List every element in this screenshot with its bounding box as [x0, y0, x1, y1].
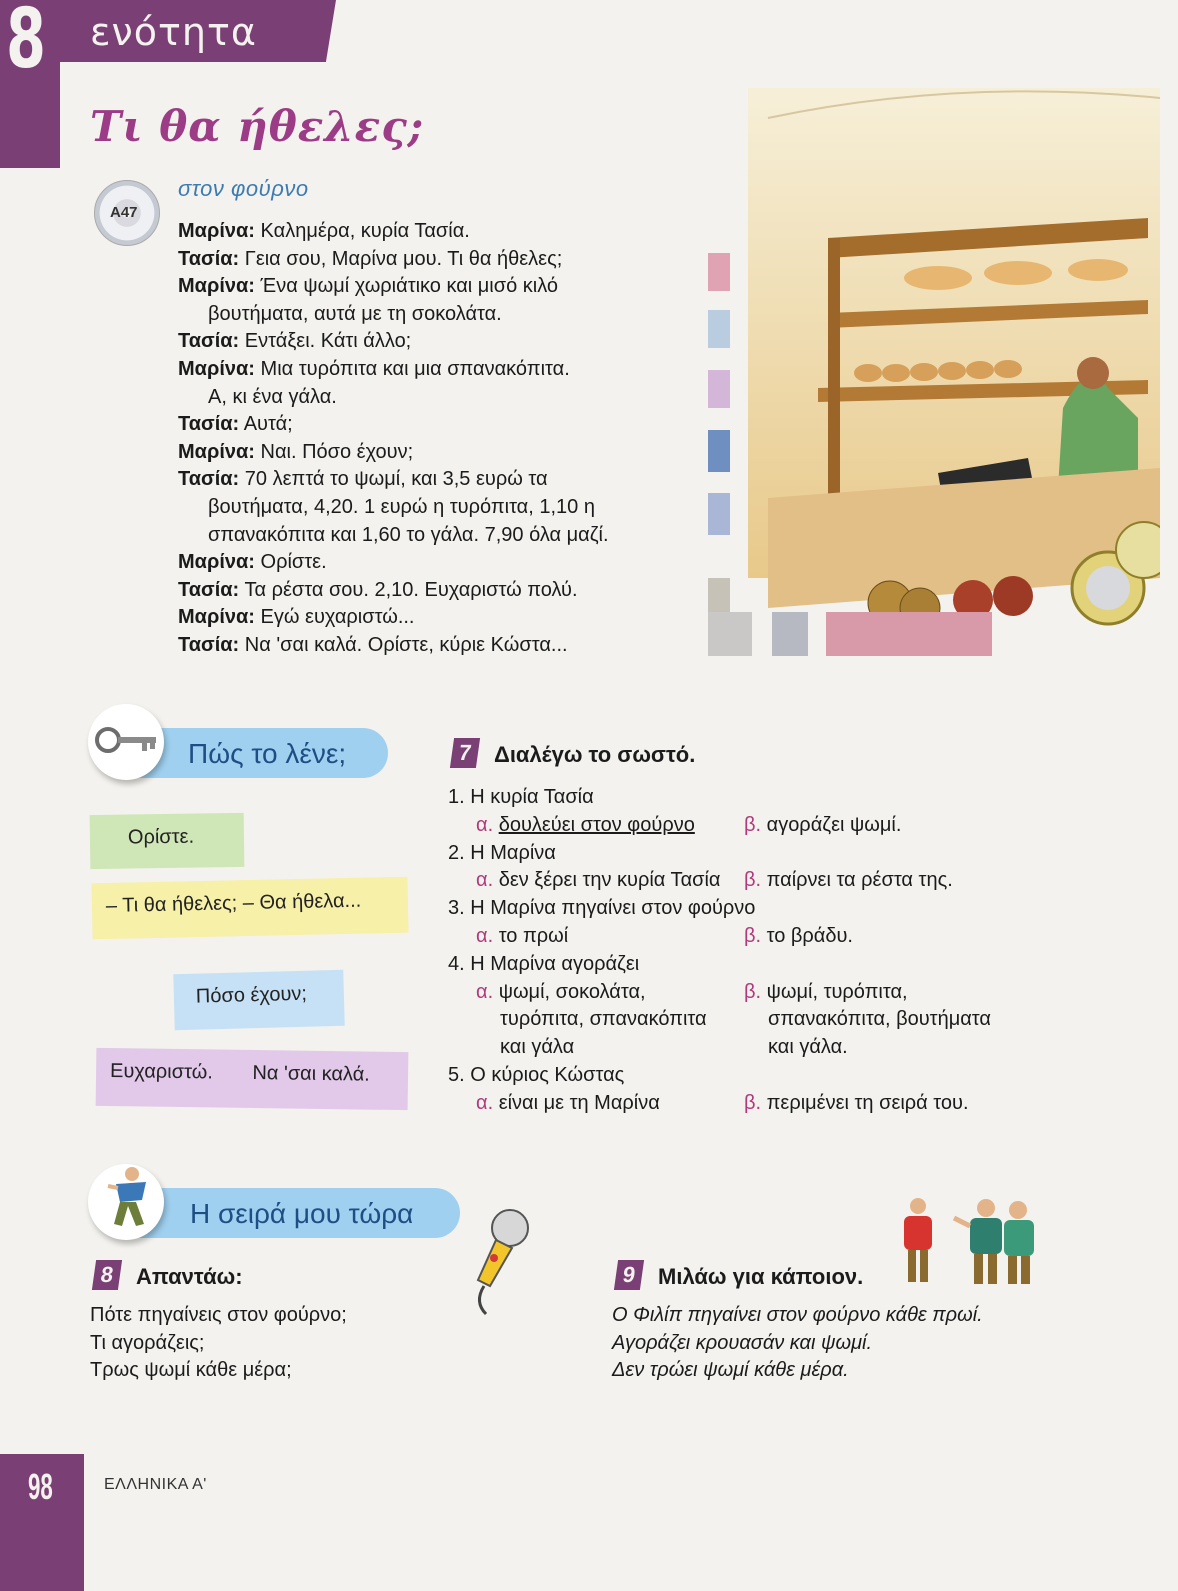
dialogue-utterance: Ένα ψωμί χωριάτικο και μισό κιλό: [260, 275, 559, 298]
question-line: Πότε πηγαίνεις στον φούρνο;: [90, 1304, 347, 1326]
option-label-b: β.: [744, 1091, 762, 1114]
option-label-a: α.: [476, 924, 494, 947]
phrase-text: Ορίστε.: [127, 825, 195, 849]
option-row: [448, 1006, 1098, 1034]
dialogue-utterance: Να 'σαι καλά. Ορίστε, κύριε Κώστα...: [244, 633, 568, 656]
dialogue-heading: στον φούρνο: [178, 176, 309, 201]
speaker-name: Μαρίνα:: [178, 357, 255, 380]
dialogue-line: [178, 439, 698, 467]
speaker-name: Μαρίνα:: [178, 275, 255, 298]
dialogue-continuation: Α, κι ένα γάλα.: [208, 385, 337, 408]
phrase-card: [91, 877, 408, 940]
option-label-a: α.: [476, 980, 494, 1003]
option-label-a: α.: [476, 1091, 494, 1114]
dialogue-continuation: σπανακόπιτα και 1,60 το γάλα. 7,90 όλα μαζί.: [208, 523, 609, 546]
speaker-name: Τασία:: [178, 330, 240, 353]
option-row: [448, 867, 1098, 895]
option-label-b: β.: [744, 813, 762, 836]
option-b: [744, 923, 1098, 951]
speaker-name: Μαρίνα:: [178, 551, 255, 574]
bakery-illustration: [708, 88, 1160, 662]
question-line: Τι αγοράζεις;: [90, 1331, 205, 1354]
dialogue-line: [178, 411, 698, 439]
option-a-text: τυρόπιτα, σπανακόπιτα: [500, 1008, 707, 1031]
dialogue-line: [178, 328, 698, 356]
speaker-name: Τασία:: [178, 578, 240, 601]
phrase-text: Να 'σαι καλά.: [252, 1062, 370, 1086]
dialogue-utterance: Εντάξει. Κάτι άλλο;: [244, 330, 412, 353]
option-b: [744, 1090, 1098, 1118]
question: 3. Η Μαρίνα πηγαίνει στον φούρνο: [448, 897, 756, 920]
option-label-b: β.: [744, 924, 762, 947]
dialogue-line: [178, 218, 698, 246]
my-turn-heading: Η σειρά μου τώρα: [190, 1198, 414, 1229]
speaker-name: Τασία:: [178, 413, 240, 436]
option-label-a: α.: [476, 869, 494, 892]
option-b-text: περιμένει τη σειρά του.: [766, 1091, 969, 1114]
option-b-text: παίρνει τα ρέστα της.: [766, 869, 953, 892]
exercise-7-list: [448, 784, 1098, 1118]
lesson-title: Τι θα ήθελες;: [90, 102, 425, 151]
option-a-text: είναι με τη Μαρίνα: [498, 1091, 660, 1114]
option-b-text: σπανακόπιτα, βουτήματα: [768, 1008, 991, 1031]
dialogue-line: [178, 577, 698, 605]
exercise-9-number: 9: [614, 1260, 644, 1290]
option-a-text: δουλεύει στον φούρνο: [498, 813, 695, 836]
option-a: [448, 923, 744, 951]
option-a-text: το πρωί: [498, 924, 569, 947]
option-label-a: α.: [476, 813, 494, 836]
dialogue-utterance: Τα ρέστα σου. 2,10. Ευχαριστώ πολύ.: [244, 578, 578, 601]
question: 5. Ο κύριος Κώστας: [448, 1063, 625, 1086]
dialogue-utterance: Εγώ ευχαριστώ...: [260, 606, 415, 629]
question-line: Τρως ψωμί κάθε μέρα;: [90, 1359, 292, 1382]
book-title: ΕΛΛΗΝΙΚΑ Α': [104, 1476, 207, 1493]
dialogue-continuation: βουτήματα, 4,20. 1 ευρώ η τυρόπιτα, 1,10 η: [208, 495, 595, 518]
question: 1. Η κυρία Τασία: [448, 786, 594, 808]
option-a: [448, 867, 744, 895]
option-row: [448, 923, 1098, 951]
option-row: [448, 1090, 1098, 1118]
speaker-name: Μαρίνα:: [178, 606, 255, 629]
dialogue-line: [178, 466, 698, 494]
example-line: Ο Φιλίπ πηγαίνει στον φούρνο κάθε πρωί.: [612, 1304, 983, 1326]
exercise-7-number: 7: [450, 738, 480, 768]
dialogue-line: [178, 549, 698, 577]
option-b-text: το βράδυ.: [766, 924, 853, 947]
option-b-text: και γάλα.: [768, 1036, 848, 1059]
dialogue-utterance: Ορίστε.: [260, 551, 327, 574]
dialogue-line: [178, 604, 698, 632]
dialogue-text: [178, 218, 698, 660]
option-row: [448, 1034, 1098, 1062]
option-b: [744, 1034, 1098, 1062]
option-b-text: αγοράζει ψωμί.: [766, 813, 902, 836]
dialogue-utterance: Γεια σου, Μαρίνα μου. Τι θα ήθελες;: [244, 247, 563, 270]
option-row: [448, 812, 1098, 840]
dialogue-utterance: 70 λεπτά το ψωμί, και 3,5 ευρώ τα: [244, 468, 548, 491]
exercise-9-title: Μιλάω για κάποιον.: [658, 1264, 864, 1289]
dialogue-line: [178, 273, 698, 301]
page-number: 98: [28, 1466, 53, 1507]
exercise-9-example: [612, 1302, 983, 1385]
phrase-text: Ευχαριστώ.: [109, 1060, 214, 1084]
people-talking-icon: [898, 1196, 1048, 1290]
option-a: [448, 812, 744, 840]
dialogue-line: [178, 632, 698, 660]
phrase-text: – Τι θα ήθελες; – Θα ήθελα...: [105, 889, 362, 918]
dialogue-continuation: βουτήματα, αυτά με τη σοκολάτα.: [208, 302, 502, 325]
dialogue-utterance: Αυτά;: [243, 413, 293, 436]
audio-track-code: A47: [110, 204, 138, 221]
option-label-b: β.: [744, 869, 762, 892]
boy-figure-icon: [96, 1164, 160, 1234]
dialogue-utterance: Καλημέρα, κυρία Τασία.: [260, 220, 470, 242]
option-b: [744, 867, 1098, 895]
dialogue-utterance: Μια τυρόπιτα και μια σπανακόπιτα.: [260, 357, 570, 380]
question: 2. Η Μαρίνα: [448, 841, 556, 864]
key-icon: [94, 720, 160, 760]
phrase-card: [173, 970, 344, 1030]
exercise-8-number: 8: [92, 1260, 122, 1290]
question: 4. Η Μαρίνα αγοράζει: [448, 952, 640, 975]
speaker-name: Τασία:: [178, 468, 240, 491]
option-a-text: και γάλα: [500, 1036, 575, 1059]
option-a: [448, 1006, 744, 1034]
exercise-7-title: Διαλέγω το σωστό.: [494, 742, 696, 767]
option-b: [744, 979, 1098, 1007]
phrase-card: [90, 813, 245, 869]
option-row: [448, 979, 1098, 1007]
microphone-icon: [466, 1206, 536, 1318]
speaker-name: Μαρίνα:: [178, 440, 255, 463]
speaker-name: Τασία:: [178, 247, 240, 270]
phrase-text: Πόσο έχουν;: [195, 982, 308, 1008]
option-a-text: ψωμί, σοκολάτα,: [498, 980, 646, 1003]
example-line: Αγοράζει κρουασάν και ψωμί.: [612, 1331, 873, 1354]
unit-word: ενότητα: [90, 10, 257, 54]
dialogue-line: [178, 246, 698, 274]
dialogue-line: [178, 356, 698, 384]
phrase-card: [96, 1048, 409, 1110]
option-b: [744, 812, 1098, 840]
how-to-say-heading: Πώς το λένε;: [188, 738, 347, 769]
speaker-name: Τασία:: [178, 633, 240, 656]
option-b-text: ψωμί, τυρόπιτα,: [766, 980, 908, 1003]
speaker-name: Μαρίνα:: [178, 220, 255, 242]
option-a: [448, 1034, 744, 1062]
example-line: Δεν τρώει ψωμί κάθε μέρα.: [612, 1359, 849, 1382]
exercise-8-title: Απαντάω:: [136, 1264, 243, 1289]
option-b: [744, 1006, 1098, 1034]
dialogue-utterance: Ναι. Πόσο έχουν;: [260, 440, 414, 463]
unit-number: 8: [6, 0, 46, 87]
exercise-8-questions: [90, 1302, 347, 1385]
option-a: [448, 979, 744, 1007]
option-a: [448, 1090, 744, 1118]
option-a-text: δεν ξέρει την κυρία Τασία: [498, 869, 721, 892]
option-label-b: β.: [744, 980, 762, 1003]
